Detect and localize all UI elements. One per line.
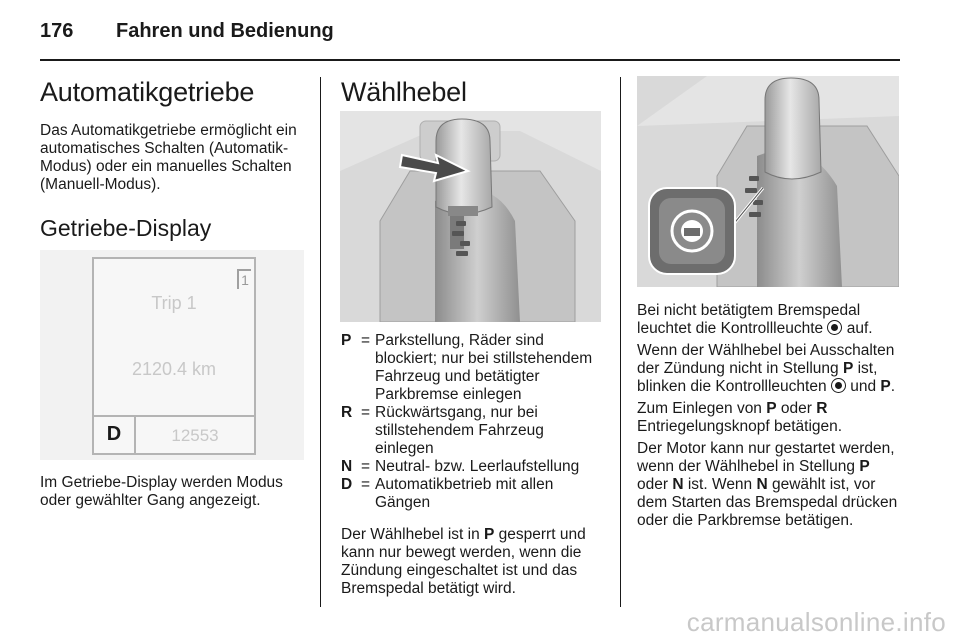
- section-title: Fahren und Bedienung: [116, 20, 334, 42]
- display-panel: [92, 257, 256, 455]
- page-number: 176: [40, 20, 74, 42]
- page-header: [40, 14, 900, 54]
- display-divider: [94, 415, 254, 417]
- gear-definitions: [341, 332, 603, 598]
- key-letter: P: [859, 458, 870, 475]
- key-letter: R: [816, 400, 828, 417]
- key-letter: P: [880, 378, 891, 395]
- trip-distance: 2120.4 km: [131, 359, 217, 379]
- definition-key: D: [341, 476, 353, 493]
- definition-text: Automatikbetrieb mit allen Gängen: [375, 476, 554, 511]
- watermark: carmanualsonline.info: [686, 607, 946, 637]
- column-divider-1: [320, 77, 321, 607]
- text-run: auf.: [842, 320, 873, 337]
- middle-column: [341, 76, 603, 108]
- text-run: Bei nicht betätigtem Bremspedal leuchtet die Kontrollleuchte: [637, 302, 861, 337]
- definition-key: N: [341, 458, 353, 475]
- brake-warning-icon: [831, 378, 846, 393]
- definition-equals: =: [361, 458, 371, 475]
- header-rule: [40, 59, 900, 61]
- definition-text: Neutral- bzw. Leerlaufstellung: [375, 458, 580, 475]
- gear-indicator: D: [106, 423, 122, 445]
- text-run: .: [890, 378, 896, 395]
- text-run: Der Motor kann nur gestartet werden, wenn der Wählhebel in Stellung: [637, 440, 895, 475]
- text-run: Entriegelungsknopf betätigen.: [637, 418, 843, 435]
- release-button-illustration: [637, 76, 899, 287]
- definition-p: [341, 332, 603, 404]
- text-run: ist. Wenn: [683, 476, 757, 493]
- caption-text: Im Getriebe-Display werden Modus oder gewählter Gang angezeigt.: [40, 474, 283, 509]
- trip-label: Trip 1: [151, 293, 197, 313]
- key-letter: N: [672, 476, 684, 493]
- odometer-value: 12553: [171, 426, 219, 445]
- key-letter: P: [484, 526, 495, 543]
- column-divider-2: [620, 77, 621, 607]
- definition-n: [341, 458, 603, 476]
- blink-paragraph: [637, 342, 901, 396]
- right-column: [637, 302, 901, 530]
- definition-key: P: [341, 332, 352, 349]
- definition-d: [341, 476, 603, 512]
- definition-equals: =: [361, 404, 371, 421]
- display-caption: [40, 474, 306, 510]
- release-button-figure: [637, 76, 899, 287]
- definition-equals: =: [361, 332, 371, 349]
- trip-badge-number: 1: [241, 272, 249, 288]
- text-run: gewählt ist, vor dem Starten das Bremspedal drücken oder die Parkbremse betätigen.: [637, 476, 898, 529]
- text-run: Zum Einlegen von: [637, 400, 767, 417]
- selector-lever-illustration: [340, 111, 601, 322]
- brake-warning-icon: [827, 320, 842, 335]
- definition-text: Parkstellung, Räder sind blockiert; nur bei stillstehendem Fahrzeug und betätigter Parkbremse einlegen: [375, 332, 593, 403]
- text-run: Wenn der Wählhebel bei Ausschalten der Zündung nicht in Stellung: [637, 342, 895, 377]
- text-run: gesperrt und kann nur bewegt werden, wenn die Zündung eingeschaltet ist und das Bremspedal betätigt wird.: [341, 526, 586, 597]
- subtitle-display: Getriebe-Display: [40, 215, 212, 241]
- page-title: Automatikgetriebe: [40, 77, 255, 107]
- trip-badge: [237, 269, 251, 289]
- text-run: ist, blinken die Kontrollleuchten: [637, 360, 878, 395]
- intro-text: Das Automatikgetriebe ermöglicht ein automatisches Schalten (Automatik-Modus) oder ein manuelles Schalten (Manuell-Modus).: [40, 122, 297, 193]
- definition-equals: =: [361, 476, 371, 493]
- definition-key: R: [341, 404, 353, 421]
- lamp-paragraph: [637, 302, 901, 338]
- selector-lever-figure: [340, 111, 601, 322]
- definition-r: [341, 404, 603, 458]
- lever-lock-paragraph: [341, 526, 603, 598]
- key-letter: N: [756, 476, 768, 493]
- definition-text: Rückwärtsgang, nur bei stillstehendem Fahrzeug einlegen: [375, 404, 544, 457]
- text-run: oder: [776, 400, 817, 417]
- transmission-display-figure: [40, 250, 304, 460]
- key-letter: P: [766, 400, 777, 417]
- key-letter: P: [842, 360, 854, 377]
- text-run: Der Wählhebel ist in: [341, 526, 485, 543]
- selector-lever-title: Wählhebel: [341, 77, 467, 107]
- release-paragraph: [637, 400, 901, 436]
- left-column: [40, 76, 306, 242]
- text-run: oder: [637, 476, 673, 493]
- start-paragraph: [637, 440, 901, 530]
- text-run: und: [845, 378, 881, 395]
